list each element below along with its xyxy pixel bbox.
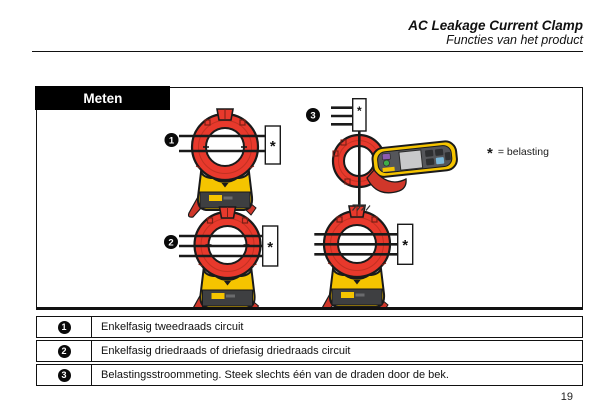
row-text: Enkelfasig driedraads of driefasig driedraads circuit bbox=[101, 345, 351, 357]
row-text: Enkelfasig tweedraads circuit bbox=[101, 321, 244, 333]
row-number-cell bbox=[37, 365, 92, 385]
row-text: Belastingsstroommeting. Steek slechts één van de draden door de bek. bbox=[101, 369, 449, 381]
load-asterisk: * bbox=[356, 104, 362, 118]
table-row bbox=[36, 340, 583, 362]
callout-number-2: 2 bbox=[168, 237, 174, 249]
load-legend bbox=[487, 142, 549, 162]
doc-subtitle: Functies van het product bbox=[446, 33, 583, 47]
table-row bbox=[36, 364, 583, 386]
table-row bbox=[36, 316, 583, 338]
diagram-2-three-wire bbox=[164, 207, 278, 307]
clamp-meter-icon bbox=[189, 109, 259, 217]
figure-box-meten bbox=[36, 87, 583, 310]
figure-tab bbox=[35, 86, 170, 110]
load-asterisk: * bbox=[267, 239, 274, 256]
header-rule bbox=[32, 51, 583, 52]
row-number-badge: 1 bbox=[58, 321, 71, 334]
load-asterisk: * bbox=[402, 237, 409, 254]
load-asterisk: * bbox=[269, 138, 276, 155]
page-number: 19 bbox=[560, 391, 573, 403]
diagram-three-phase-variant bbox=[314, 206, 412, 307]
row-number-badge: 2 bbox=[58, 345, 71, 358]
clamp-meter-side-icon bbox=[333, 135, 458, 193]
figure-diagrams bbox=[37, 88, 581, 307]
load-legend-symbol: * bbox=[487, 145, 493, 162]
doc-title: AC Leakage Current Clamp bbox=[408, 18, 583, 33]
clamp-meter-icon bbox=[321, 206, 391, 307]
row-number-badge: 3 bbox=[58, 369, 71, 382]
callout-number-3: 3 bbox=[310, 110, 316, 122]
row-number-cell bbox=[37, 341, 92, 361]
callout-number-1: 1 bbox=[168, 135, 175, 147]
diagram-3-load-current bbox=[306, 99, 458, 211]
load-legend-text: = belasting bbox=[497, 146, 549, 158]
doc-header bbox=[408, 18, 583, 48]
figure-tab-label: Meten bbox=[83, 90, 123, 106]
diagram-1-two-wire bbox=[165, 109, 281, 217]
row-number-cell bbox=[37, 317, 92, 337]
